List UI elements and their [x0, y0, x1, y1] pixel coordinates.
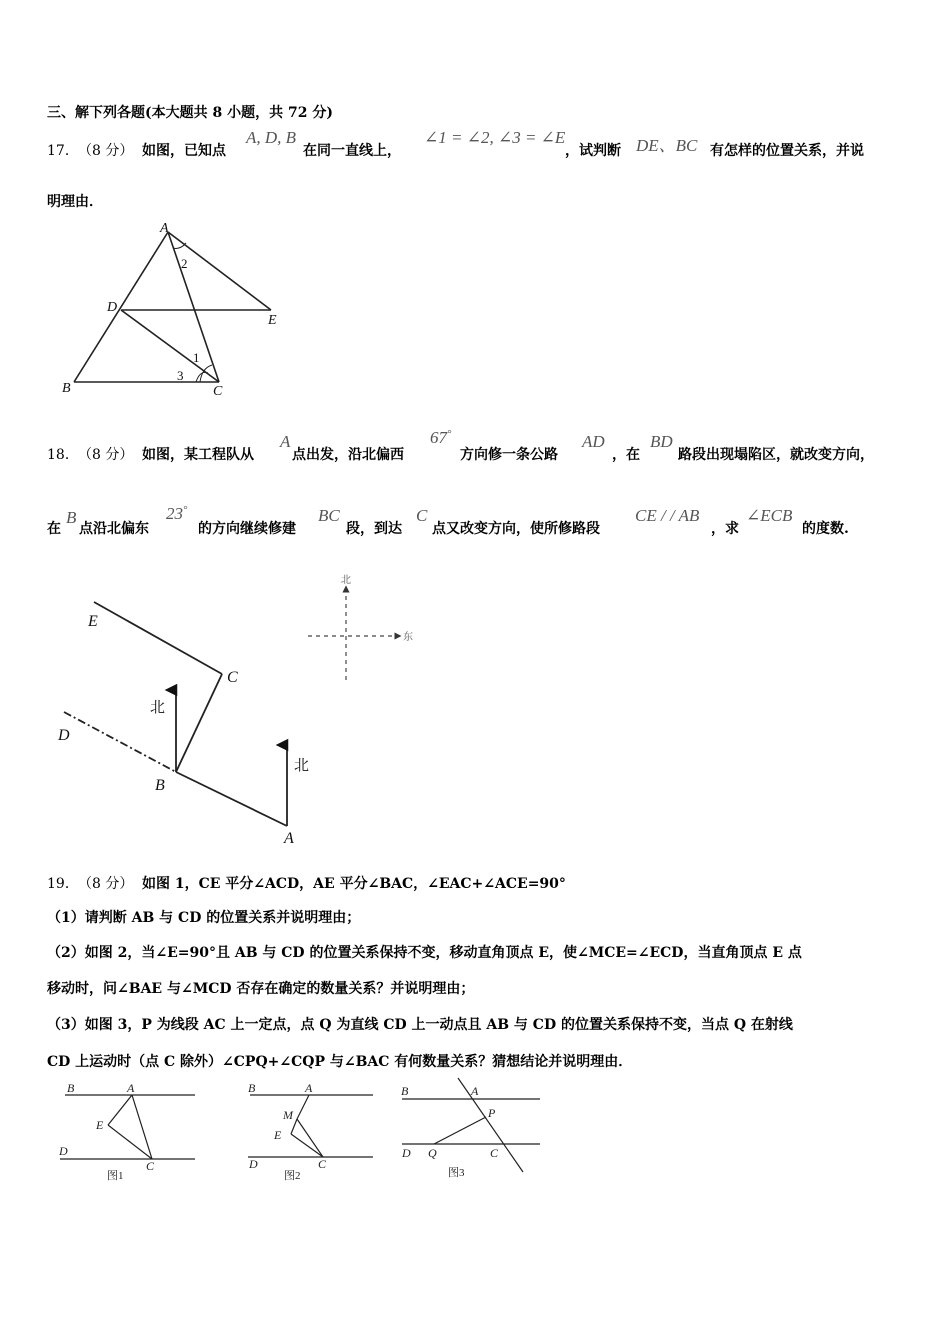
q19-figure-1: [55, 1082, 205, 1187]
q18-text-12: 的度数.: [802, 521, 849, 537]
q18-text-3: 方向修一条公路: [460, 447, 558, 463]
compass-north-label: 北: [341, 575, 351, 586]
label-D: D: [249, 1157, 258, 1171]
caption-figure-3: 图3: [448, 1167, 465, 1179]
q18-math-C: C: [416, 506, 428, 525]
label-B: B: [67, 1081, 75, 1095]
q19-line-5: （3）如图 3，P 为线段 AC 上一定点，点 Q 为直线 CD 上一动点且 AB 与 CD 的位置关系保持不变，当点 Q 在射线: [47, 1017, 793, 1033]
q19-figure-3: [398, 1076, 548, 1186]
line-EC: [108, 1125, 152, 1159]
q19-number: 19．: [47, 876, 79, 892]
road-DB-collapsed: [64, 712, 176, 772]
label-A: A: [160, 221, 169, 236]
q18-text-6: 在: [47, 521, 61, 537]
line-MC: [297, 1119, 323, 1157]
compass-east-label: 东: [403, 632, 413, 643]
label-angle-3: 3: [177, 368, 184, 383]
q18-number: 18．: [47, 447, 79, 463]
q18-math-ECB: ∠ECB: [746, 506, 793, 525]
line-EC: [291, 1134, 323, 1157]
road-EC: [94, 602, 222, 674]
q17-figure: [50, 220, 300, 400]
q19-line-4: 移动时，问∠BAE 与∠MCD 否存在确定的数量关系？并说明理由；: [47, 981, 475, 997]
section-title: 三、解下列各题(本大题共 8 小题，共 72 分): [47, 105, 333, 121]
label-Q: Q: [428, 1146, 437, 1160]
q19-figure-2: [245, 1082, 380, 1187]
label-D: D: [107, 300, 118, 315]
q18-score: （8 分）: [78, 447, 134, 463]
q18-math-A: A: [280, 432, 291, 451]
q17-text-3: ，试判断: [565, 143, 621, 159]
q19-line-6: CD 上运动时（点 C 除外）∠CPQ+∠CQP 与∠BAC 有何数量关系？猜想结论并说明理由．: [47, 1054, 633, 1070]
q19-score: （8 分）: [78, 876, 134, 892]
q19-line-3: （2）如图 2，当∠E=90°且 AB 与 CD 的位置关系保持不变，移动直角顶点 E，使∠MCE=∠ECD，当直角顶点 E 点: [47, 945, 802, 961]
q18-angle-67: 67: [430, 428, 447, 447]
q18-math-B: B: [66, 508, 77, 527]
label-B: B: [401, 1084, 409, 1098]
label-B: B: [248, 1081, 256, 1095]
caption-figure-2: 图2: [284, 1170, 301, 1182]
q18-math-CE-parallel-AB: CE / / AB: [635, 506, 700, 525]
q17-score: （8 分）: [78, 143, 134, 159]
line-AC: [132, 1095, 152, 1159]
q18-text-4: ，在: [612, 447, 640, 463]
line-QP: [434, 1117, 486, 1144]
q18-text-9: 段，到达: [346, 521, 402, 537]
label-C: C: [227, 669, 238, 686]
q18-degree-2: °: [183, 504, 188, 516]
label-A: A: [471, 1084, 479, 1098]
q17-text-4: 有怎样的位置关系，并说: [710, 143, 864, 159]
q18-figure: [50, 590, 330, 850]
label-C: C: [146, 1159, 155, 1173]
label-angle-1: 1: [193, 350, 200, 365]
q17-text-1: 如图，已知点: [142, 143, 226, 159]
caption-figure-1: 图1: [107, 1170, 124, 1182]
q18-text-8: 的方向继续修建: [198, 521, 296, 537]
q18-math-BD: BD: [650, 432, 673, 451]
label-E: E: [268, 313, 277, 328]
label-P: P: [488, 1106, 496, 1120]
road-BA: [176, 772, 287, 826]
q18-angle-23: 23: [166, 504, 183, 523]
label-C: C: [318, 1157, 327, 1171]
label-A: A: [127, 1081, 135, 1095]
q17-math-lines: DE、BC: [636, 136, 698, 155]
q18-degree-1: °: [447, 428, 452, 440]
q17-text-2: 在同一直线上，: [303, 143, 401, 159]
q18-text-10: 点又改变方向，使所修路段: [432, 521, 600, 537]
label-angle-2: 2: [181, 256, 188, 271]
label-north-B: 北: [150, 700, 166, 716]
q19-line-1: 如图 1，CE 平分∠ACD，AE 平分∠BAC，∠EAC+∠ACE=90°: [142, 876, 566, 892]
q18-text-5: 路段出现塌陷区，就改变方向，: [678, 447, 874, 463]
q18-math-23: [166, 504, 187, 524]
label-E: E: [88, 613, 98, 630]
label-A: A: [284, 830, 294, 847]
q18-text-1: 如图，某工程队从: [142, 447, 254, 463]
road-CB: [176, 674, 222, 772]
q18-math-67: [430, 428, 451, 448]
label-B: B: [155, 777, 165, 794]
line-AB: [74, 232, 168, 382]
q18-text-11: ，求: [711, 521, 739, 537]
label-D: D: [58, 727, 70, 744]
q17-text-5: 明理由．: [47, 194, 103, 210]
label-B: B: [62, 381, 71, 396]
q18-math-BC: BC: [318, 506, 340, 525]
label-north-A: 北: [294, 758, 310, 774]
compass-figure: [300, 565, 420, 685]
q17-number: 17．: [47, 143, 79, 159]
label-M: M: [283, 1108, 293, 1122]
q18-math-AD: AD: [582, 432, 605, 451]
line-AE: [108, 1095, 132, 1125]
label-A: A: [305, 1081, 313, 1095]
label-E: E: [96, 1118, 104, 1132]
label-C: C: [490, 1146, 499, 1160]
q19-line-2: （1）请判断 AB 与 CD 的位置关系并说明理由；: [47, 910, 361, 926]
q18-text-7: 点沿北偏东: [79, 521, 149, 537]
line-AE: [168, 232, 271, 310]
label-D: D: [59, 1144, 68, 1158]
line-A-to-M: [297, 1095, 309, 1119]
q17-math-angles: ∠1 = ∠2, ∠3 = ∠E: [424, 128, 566, 147]
q18-text-2: 点出发，沿北偏西: [292, 447, 404, 463]
label-C: C: [213, 384, 223, 399]
label-E: E: [274, 1128, 282, 1142]
label-D: D: [402, 1146, 411, 1160]
q17-math-points: A, D, B: [246, 128, 297, 147]
